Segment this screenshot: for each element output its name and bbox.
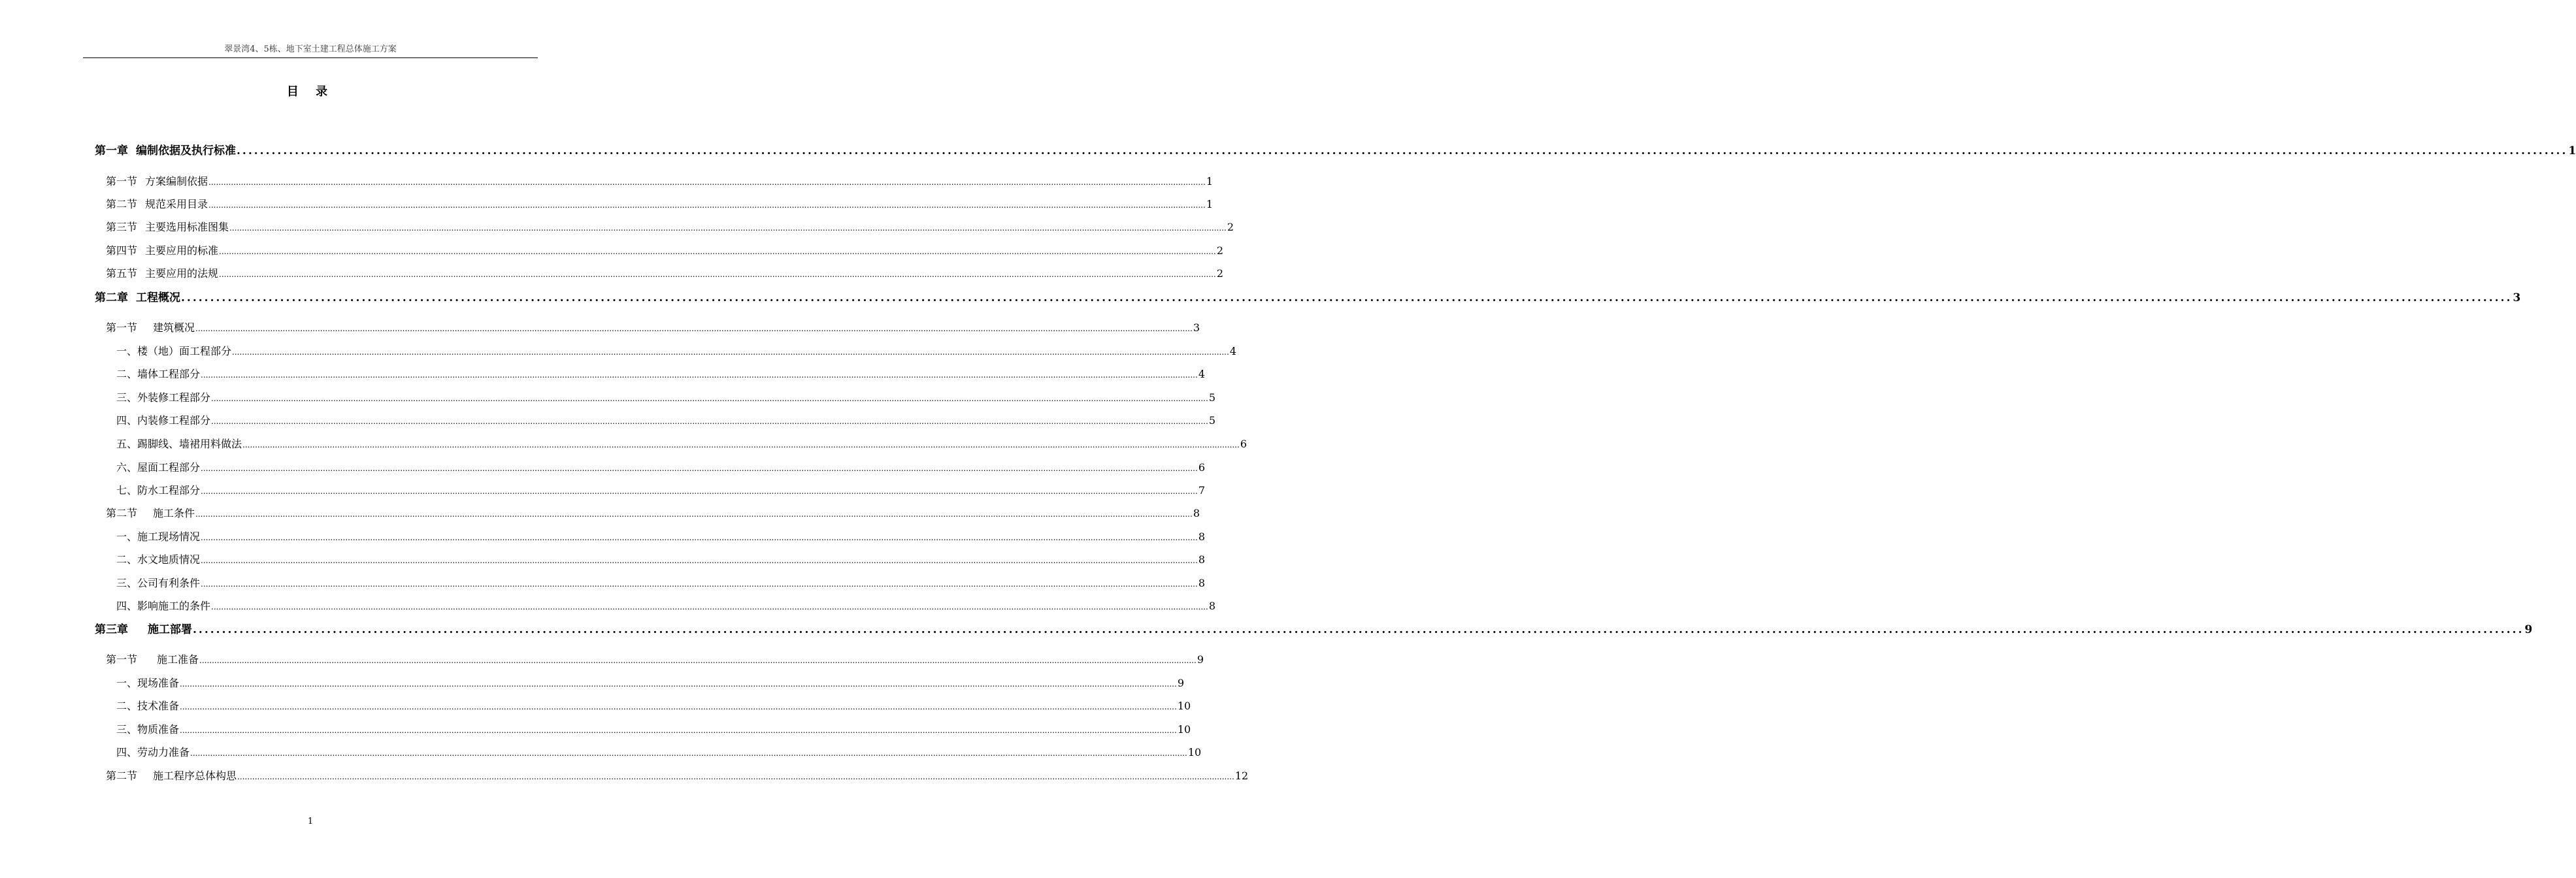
toc-page-number: 5	[1208, 414, 1215, 427]
toc-page-number: 10	[1187, 746, 1202, 758]
toc-item-row[interactable]	[116, 551, 1205, 568]
toc-item-row[interactable]	[116, 343, 1236, 360]
toc-entry-title: 公司有利条件	[137, 577, 201, 589]
toc-entry-title: 现场准备	[137, 677, 180, 689]
toc-entry-number: 第一节	[106, 653, 138, 666]
toc-entry-number: 第三章	[95, 623, 128, 636]
toc-page-number: 8	[1193, 507, 1200, 519]
toc-page-number: 1	[1206, 198, 1213, 210]
dot-leader: ................................................................................................................................................................................................................................................................................................................................................................................................................	[219, 270, 1216, 279]
dot-leader: ................................................................................................................................................................................................................................................................................................................................................................................................................	[180, 702, 1177, 711]
dot-leader: ................................................................................................................................................................................................................................................................................................................................................................................................................	[201, 487, 1198, 496]
toc-entry-title: 主要选用标准图集	[145, 221, 229, 233]
dot-leader: ................................................................................................................................................................................................................................................................................................................................................................................................................	[211, 417, 1208, 426]
dot-leader: ................................................................................................................................................................................................................................................................................................................................................................................................................	[201, 533, 1198, 542]
toc-item-row[interactable]	[116, 675, 1184, 692]
toc-entry-number: 第五节	[106, 267, 138, 280]
toc-entry-title: 施工条件	[153, 507, 195, 519]
toc-entry-number: 二、	[116, 700, 138, 712]
toc-entry-number: 第三节	[106, 221, 138, 233]
toc-entry-number: 四、	[116, 414, 138, 427]
dot-leader: ................................................................................................................................................................................................................................................................................................................................................................................................................	[180, 679, 1177, 689]
dot-leader: ................................................................................................................................................................................................................................................................................................................................................................................................................	[195, 324, 1193, 333]
toc-entry-number: 第一节	[106, 175, 138, 187]
toc-entry-number: 第二节	[106, 198, 138, 210]
toc-entry-number: 三、	[116, 391, 138, 404]
toc-page-number: 8	[1198, 577, 1205, 589]
toc-entry-number: 第一节	[106, 321, 138, 334]
toc-page-number: 3	[2513, 291, 2521, 304]
toc-page-number: 5	[1208, 391, 1215, 404]
toc-entry-title: 规范采用目录	[145, 198, 208, 210]
toc-item-row[interactable]	[116, 528, 1205, 545]
dot-leader: ................................................................................................................................................................................................................................................................................................................................................................................................................	[180, 726, 1177, 735]
toc-entry-title: 劳动力准备	[137, 746, 190, 758]
toc-section-row[interactable]	[106, 768, 1249, 785]
toc-entry-number: 二、	[116, 368, 138, 380]
toc-page-number: 8	[1208, 600, 1215, 612]
toc-entry-number: 三、	[116, 577, 138, 589]
dot-leader: ................................................................................................................................................................................................................................................................................................................................................................................................................	[242, 440, 1240, 449]
dot-leader: ................................................................................................................................................................................................................................................................................................................................................................................................................	[201, 370, 1198, 380]
toc-page-number: 8	[1198, 530, 1205, 543]
toc-page-number: 1	[2568, 144, 2576, 157]
toc-item-row[interactable]	[116, 389, 1215, 406]
toc-entry-number: 二、	[116, 553, 138, 566]
toc-entry-title: 踢脚线、墙裙用料做法	[137, 438, 242, 450]
toc-entry-number: 一、	[116, 530, 138, 543]
toc-entry-number: 一、	[116, 345, 138, 357]
dot-leader: ................................................................................................................................................................................................................................................................................................................................................................................................................	[219, 247, 1216, 256]
toc-item-row[interactable]	[116, 482, 1205, 499]
toc-item-row[interactable]	[116, 744, 1202, 761]
toc-section-row[interactable]	[106, 173, 1213, 190]
toc-entry-title: 施工部署	[148, 623, 192, 636]
toc-item-row[interactable]	[116, 436, 1247, 453]
dot-leader: ................................................................................................................................................................................................................................................................................................................................................................................................................	[229, 223, 1227, 233]
toc-chapter-row[interactable]	[95, 289, 2521, 306]
toc-page-number: 2	[1216, 267, 1223, 280]
toc-page-number: 2	[1216, 244, 1223, 257]
toc-page-number: 8	[1198, 553, 1205, 566]
toc-entry-number: 第二节	[106, 507, 138, 519]
toc-title: 目 录	[286, 85, 335, 99]
toc-page-number: 1	[1206, 175, 1213, 187]
toc-entry-title: 施工准备	[157, 653, 199, 666]
dot-leader: ................................................................................................................................................................................................................................................................................................................................................................................................................	[201, 464, 1198, 473]
toc-entry-title: 工程概况	[136, 291, 180, 304]
page-header: 翠景湾4、5栋、地下室土建工程总体施工方案	[224, 44, 397, 54]
toc-section-row[interactable]	[106, 196, 1213, 213]
toc-entry-number: 七、	[116, 484, 138, 496]
toc-entry-number: 六、	[116, 461, 138, 474]
toc-section-row[interactable]	[106, 319, 1200, 336]
toc-page-number: 3	[1193, 321, 1200, 334]
toc-section-row[interactable]	[106, 265, 1223, 282]
toc-page-number: 7	[1198, 484, 1205, 496]
toc-section-row[interactable]	[106, 219, 1234, 236]
toc-item-row[interactable]	[116, 721, 1191, 738]
toc-entry-title: 施工现场情况	[137, 530, 201, 543]
toc-entry-title: 方案编制依据	[145, 175, 208, 187]
toc-page-number: 4	[1229, 345, 1236, 357]
toc-entry-number: 第二节	[106, 770, 138, 782]
toc-page-number: 9	[1197, 653, 1204, 666]
toc-entry-title: 物质准备	[137, 723, 180, 736]
dot-leader: ................................................................................................................................................................................................................................................................................................................................................................................................................	[208, 201, 1206, 210]
dot-leader: ................................................................................................................................................................................................................................................................................................................................................................................................................	[195, 510, 1193, 519]
toc-page-number: 9	[1177, 677, 1184, 689]
toc-item-row[interactable]	[116, 598, 1215, 615]
toc-page-number: 4	[1198, 368, 1205, 380]
toc-entry-title: 墙体工程部分	[137, 368, 201, 380]
toc-entry-title: 技术准备	[137, 700, 180, 712]
toc-section-row[interactable]	[106, 505, 1200, 522]
dot-leader: ................................................................................................................................................................................................................................................................................................................................................................................................................	[190, 749, 1187, 758]
toc-entry-number: 五、	[116, 438, 138, 450]
toc-chapter-row[interactable]	[95, 142, 2576, 159]
toc-page-number: 9	[2524, 623, 2533, 636]
toc-page-number: 2	[1227, 221, 1234, 233]
toc-entry-number: 第二章	[95, 291, 128, 304]
toc-entry-title: 主要应用的标准	[145, 244, 219, 257]
dot-leader: ................................................................................................................................................................................................................................................................................................................................................................................................................	[181, 291, 2513, 304]
toc-item-row[interactable]	[116, 412, 1215, 429]
toc-entry-number: 第一章	[95, 144, 128, 157]
toc-page-number: 6	[1198, 461, 1205, 474]
toc-entry-title: 水文地质情况	[137, 553, 201, 566]
dot-leader: ................................................................................................................................................................................................................................................................................................................................................................................................................	[211, 602, 1208, 611]
toc-entry-title: 建筑概况	[153, 321, 195, 334]
dot-leader: ................................................................................................................................................................................................................................................................................................................................................................................................................	[193, 623, 2524, 636]
dot-leader: ................................................................................................................................................................................................................................................................................................................................................................................................................	[201, 579, 1198, 589]
toc-entry-title: 影响施工的条件	[137, 600, 211, 612]
dot-leader: ................................................................................................................................................................................................................................................................................................................................................................................................................	[199, 656, 1197, 665]
dot-leader: ................................................................................................................................................................................................................................................................................................................................................................................................................	[208, 178, 1206, 187]
toc-entry-title: 编制依据及执行标准	[136, 144, 236, 157]
toc-entry-title: 防水工程部分	[137, 484, 201, 496]
toc-entry-title: 屋面工程部分	[137, 461, 201, 474]
toc-entry-title: 主要应用的法规	[145, 267, 219, 280]
toc-page-number: 12	[1234, 770, 1249, 782]
toc-item-row[interactable]	[116, 366, 1205, 383]
toc-entry-title: 内装修工程部分	[137, 414, 211, 427]
toc-page-number: 6	[1240, 438, 1247, 450]
toc-item-row[interactable]	[116, 459, 1205, 476]
dot-leader: ................................................................................................................................................................................................................................................................................................................................................................................................................	[237, 144, 2568, 157]
dot-leader: ................................................................................................................................................................................................................................................................................................................................................................................................................	[237, 772, 1234, 781]
toc-page-number: 10	[1177, 700, 1191, 712]
toc-entry-number: 四、	[116, 746, 138, 758]
toc-chapter-row[interactable]	[95, 621, 2533, 638]
toc-section-row[interactable]	[106, 651, 1204, 668]
dot-leader: ................................................................................................................................................................................................................................................................................................................................................................................................................	[201, 556, 1198, 565]
toc-entry-title: 外装修工程部分	[137, 391, 211, 404]
dot-leader: ................................................................................................................................................................................................................................................................................................................................................................................................................	[211, 394, 1208, 403]
dot-leader: ................................................................................................................................................................................................................................................................................................................................................................................................................	[232, 348, 1229, 357]
toc-entry-number: 一、	[116, 677, 138, 689]
toc-entry-number: 第四节	[106, 244, 138, 257]
toc-section-row[interactable]	[106, 242, 1223, 259]
toc-item-row[interactable]	[116, 575, 1205, 592]
toc-page-number: 10	[1177, 723, 1191, 736]
toc-entry-number: 四、	[116, 600, 138, 612]
header-rule	[83, 57, 538, 58]
toc-entry-title: 楼（地）面工程部分	[137, 345, 232, 357]
toc-item-row[interactable]	[116, 698, 1191, 715]
toc-entry-title: 施工程序总体构思	[153, 770, 237, 782]
toc-entry-number: 三、	[116, 723, 138, 736]
page-number: 1	[307, 817, 314, 826]
